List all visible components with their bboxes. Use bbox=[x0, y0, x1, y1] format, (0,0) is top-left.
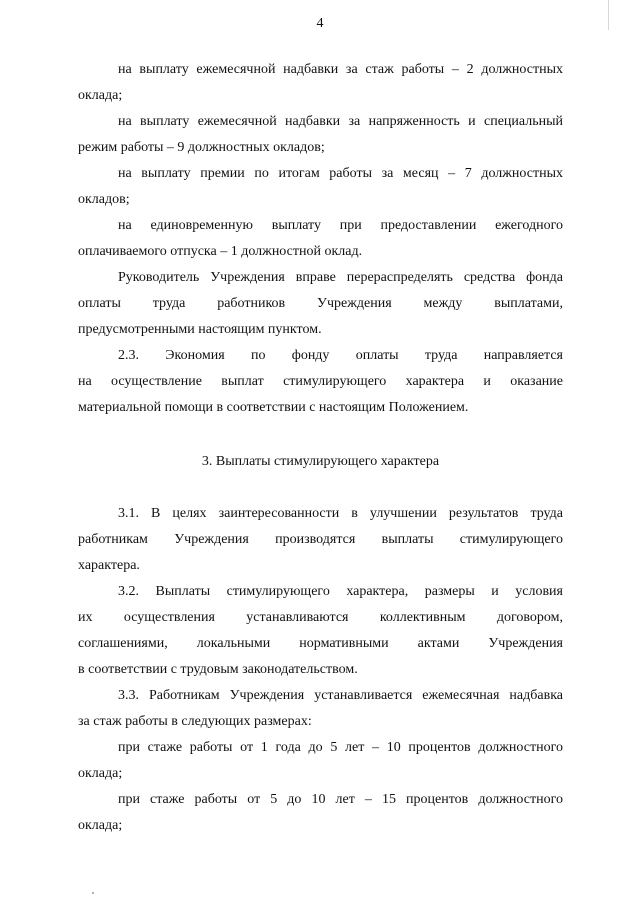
text-line: оплаты труда работников Учреждения между выплатами, bbox=[78, 296, 563, 311]
paragraph bbox=[78, 265, 563, 343]
paragraph bbox=[78, 501, 563, 579]
paragraphs-before-section bbox=[78, 57, 563, 421]
paragraph bbox=[78, 109, 563, 161]
scan-speck bbox=[92, 892, 94, 894]
text-line: их осуществления устанавливаются коллективным договором, bbox=[78, 610, 563, 625]
paragraph bbox=[78, 787, 563, 839]
text-line: при стаже работы от 5 до 10 лет – 15 процентов должностного bbox=[118, 792, 563, 807]
text-line: предусмотренными настоящим пунктом. bbox=[78, 322, 322, 337]
text-line: 3.2. Выплаты стимулирующего характера, размеры и условия bbox=[118, 584, 563, 599]
text-line: работникам Учреждения производятся выплаты стимулирующего bbox=[78, 532, 563, 547]
text-line: окладов; bbox=[78, 192, 130, 207]
page-number: 4 bbox=[316, 16, 324, 31]
text-line: на выплату ежемесячной надбавки за стаж работы – 2 должностных bbox=[118, 62, 563, 77]
text-line: оклада; bbox=[78, 818, 123, 833]
paragraph bbox=[78, 343, 563, 421]
section-paragraphs bbox=[78, 501, 563, 839]
text-line: режим работы – 9 должностных окладов; bbox=[78, 140, 325, 155]
text-line: материальной помощи в соответствии с настоящим Положением. bbox=[78, 400, 469, 415]
text-line: в соответствии с трудовым законодательством. bbox=[78, 662, 358, 677]
text-line: за стаж работы в следующих размерах: bbox=[78, 714, 312, 729]
text-line: соглашениями, локальными нормативными актами Учреждения bbox=[78, 636, 563, 651]
text-line: оклада; bbox=[78, 88, 123, 103]
text-line: при стаже работы от 1 года до 5 лет – 10 процентов должностного bbox=[118, 740, 563, 755]
paragraph bbox=[78, 579, 563, 683]
paragraph bbox=[78, 735, 563, 787]
text-line: оплачиваемого отпуска – 1 должностной оклад. bbox=[78, 244, 363, 259]
text-line: 3.1. В целях заинтересованности в улучшении результатов труда bbox=[118, 506, 563, 521]
paragraph bbox=[78, 161, 563, 213]
text-line: 2.3. Экономия по фонду оплаты труда направляется bbox=[118, 348, 563, 363]
text-line: характера. bbox=[78, 558, 140, 573]
text-line: оклада; bbox=[78, 766, 123, 781]
paragraph bbox=[78, 683, 563, 735]
paragraph bbox=[78, 213, 563, 265]
text-line: Руководитель Учреждения вправе перераспределять средства фонда bbox=[118, 270, 563, 285]
page-content bbox=[78, 57, 563, 839]
section-heading: 3. Выплаты стимулирующего характера bbox=[201, 454, 440, 469]
text-line: 3.3. Работникам Учреждения устанавливается ежемесячная надбавка bbox=[118, 688, 563, 703]
text-line: на осуществление выплат стимулирующего характера и оказание bbox=[78, 374, 563, 389]
text-line: на единовременную выплату при предоставлении ежегодного bbox=[118, 218, 563, 233]
text-line: на выплату премии по итогам работы за месяц – 7 должностных bbox=[118, 166, 563, 181]
text-line: на выплату ежемесячной надбавки за напряженность и специальный bbox=[118, 114, 563, 129]
paragraph bbox=[78, 57, 563, 109]
